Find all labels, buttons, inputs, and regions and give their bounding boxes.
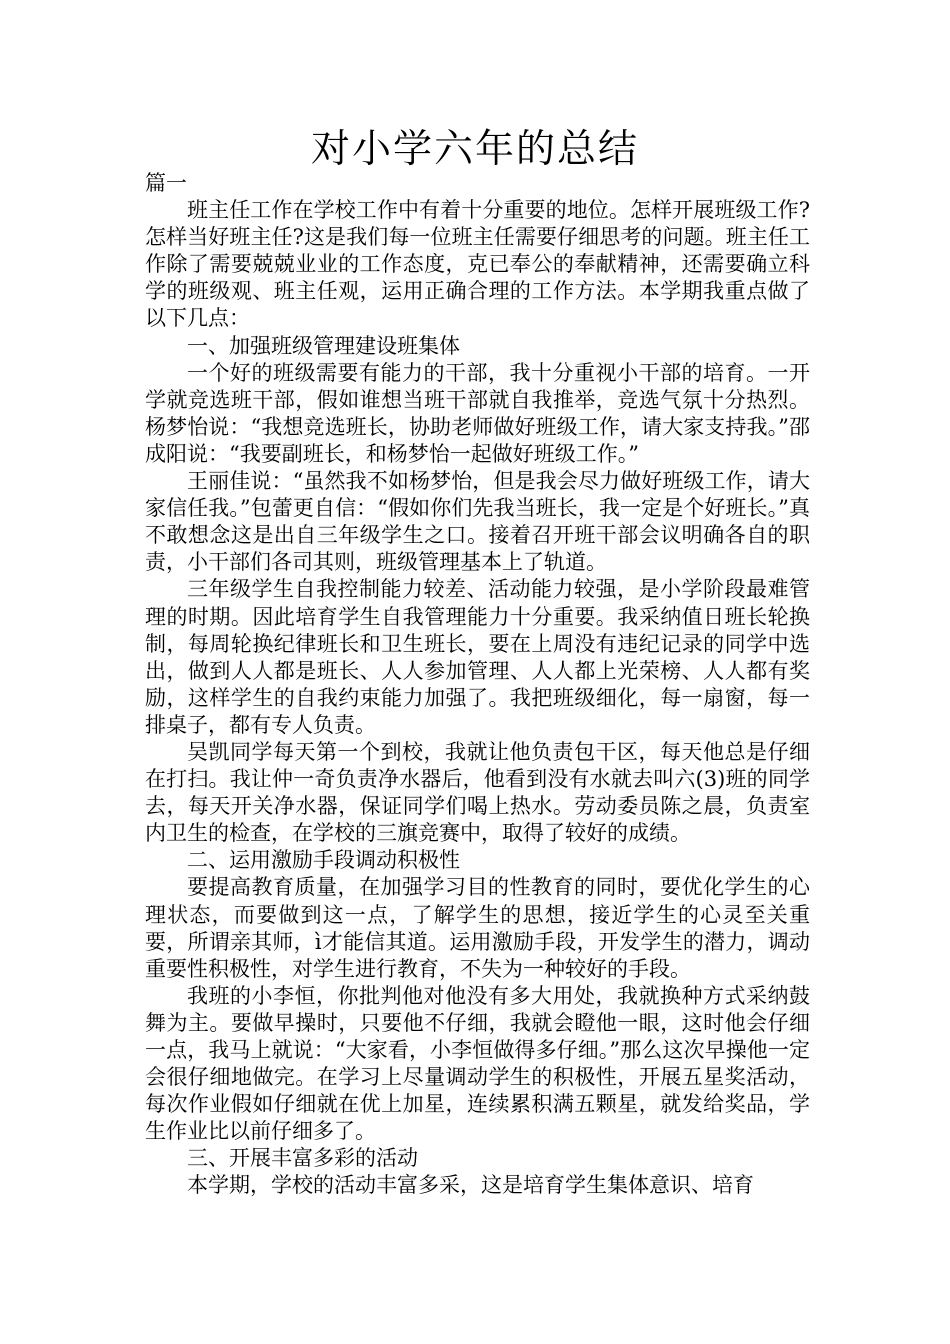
paragraph: 本学期，学校的活动丰富多采，这是培育学生集体意识、培育	[187, 1173, 754, 1198]
document-title: 对小学六年的总结	[310, 127, 639, 172]
paragraph: 要提高教育质量，在加强学习目的性教育的同时，要优化学生的心理状态，而要做到这一点，了解学生的思想，接近学生的心灵至关重要，所谓亲其师，ì才能信其道。运用激励手段，开发学生的潜力，调动重要性积极性，对学生进行教育，不失为一种较好的手段。	[145, 875, 810, 981]
paragraph: 一个好的班级需要有能力的干部，我十分重视小干部的培育。一开学就竞选班干部，假如谁想当班干部就自我推举，竞选气氛十分热烈。杨梦怡说：“我想竞选班长，协助老师做好班级工作，请大家支持我。”邵成阳说：“我要副班长，和杨梦怡一起做好班级工作。”	[145, 360, 810, 466]
heading-section-1: 一、加强班级管理建设班集体	[187, 333, 460, 358]
paragraph: 王丽佳说：“虽然我不如杨梦怡，但是我会尽力做好班级工作，请大家信任我。”包蕾更自信：“假如你们先我当班长，我一定是个好班长。”真不敢想念这是出自三年级学生之口。接着召开班干部会议明确各自的职责，小干部们各司其则，班级管理基本上了轨道。	[145, 469, 810, 575]
heading-section-3: 三、开展丰富多彩的活动	[187, 1146, 418, 1171]
paragraph: 我班的小李恒，你批判他对他没有多大用处，我就换种方式采纳鼓舞为主。要做早操时，只要他不仔细，我就会瞪他一眼，这时他会仔细一点，我马上就说：“大家看，小李恒做得多仔细。”那么这次早操他一定会很仔细地做完。在学习上尽量调动学生的积极性，开展五星奖活动，每次作业假如仔细就在优上加星，连续累积满五颗星，就发给奖品，学生作业比以前仔细多了。	[145, 983, 810, 1144]
section-label: 篇一	[145, 171, 187, 195]
paragraph-intro: 班主任工作在学校工作中有着十分重要的地位。怎样开展班级工作?怎样当好班主任?这是我们每一位班主任需要仔细思考的问题。班主任工作除了需要兢兢业业的工作态度，克已奉公的奉献精神，还需要确立科学的班级观、班主任观，运用正确合理的工作方法。本学期我重点做了以下几点：	[145, 198, 810, 331]
heading-section-2: 二、运用激励手段调动积极性	[187, 848, 460, 873]
document-body	[145, 170, 810, 1200]
paragraph: 三年级学生自我控制能力较差、活动能力较强，是小学阶段最难管理的时期。因此培育学生自我管理能力十分重要。我采纳值日班长轮换制，每周轮换纪律班长和卫生班长，要在上周没有违纪记录的同学中选出，做到人人都是班长、人人参加管理、人人都上光荣榜、人人都有奖励，这样学生的自我约束能力加强了。我把班级细化，每一扇窗，每一排桌子，都有专人负责。	[145, 577, 810, 737]
paragraph: 吴凯同学每天第一个到校，我就让他负责包干区，每天他总是仔细在打扫。我让仲一奇负责净水器后，他看到没有水就去叫六(3)班的同学去，每天开关净水器，保证同学们喝上热水。劳动委员陈之晨，负责室内卫生的检查，在学校的三旗竞赛中，取得了较好的成绩。	[145, 739, 810, 846]
